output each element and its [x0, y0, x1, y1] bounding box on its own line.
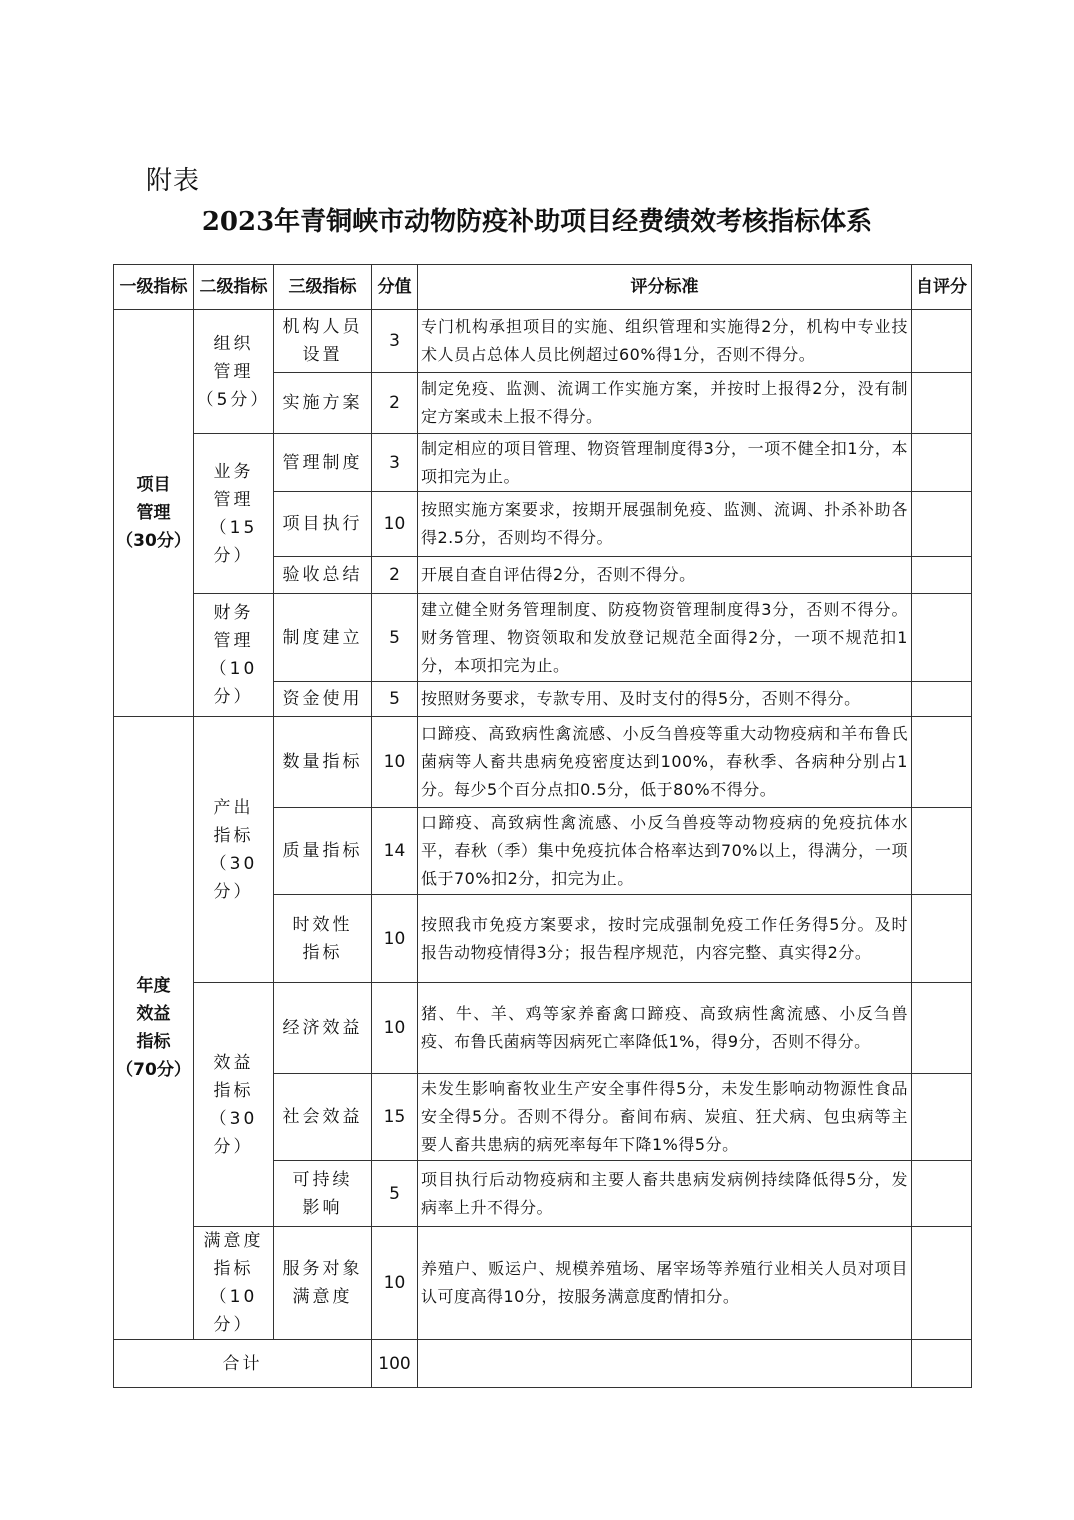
annex-label: 附表 [146, 166, 201, 196]
level3-cell: 项目执行 [274, 492, 372, 557]
criteria-cell: 制定相应的项目管理、物资管理制度得3分，一项不健全扣1分，本项扣完为止。 [418, 434, 912, 492]
criteria-cell: 建立健全财务管理制度、防疫物资管理制度得3分，否则不得分。财务管理、物资领取和发放登记规范全面得2分，一项不规范扣1分，本项扣完为止。 [418, 594, 912, 682]
level3-cell: 服务对象 满意度 [274, 1227, 372, 1340]
criteria-cell: 专门机构承担项目的实施、组织管理和实施得2分，机构中专业技术人员占总体人员比例超过60%得1分，否则不得分。 [418, 310, 912, 373]
self-score-cell [912, 983, 972, 1074]
level3-cell: 数量指标 [274, 717, 372, 808]
level3-cell: 机构人员 设置 [274, 310, 372, 373]
table-row [114, 1227, 972, 1340]
table-row [114, 717, 972, 808]
level3-cell: 可持续 影响 [274, 1161, 372, 1227]
header-level2: 二级指标 [194, 265, 274, 310]
table-row [114, 594, 972, 682]
level2-business: 业务 管理 （15分） [194, 434, 274, 594]
criteria-cell: 按照财务要求，专款专用、及时支付的得5分，否则不得分。 [418, 682, 912, 717]
table-row [114, 310, 972, 373]
self-score-cell [912, 557, 972, 594]
criteria-cell: 猪、牛、羊、鸡等家养畜禽口蹄疫、高致病性禽流感、小反刍兽疫、布鲁氏菌病等因病死亡率降低1%，得9分，否则不得分。 [418, 983, 912, 1074]
level3-cell: 经济效益 [274, 983, 372, 1074]
score-cell: 2 [372, 557, 418, 594]
level3-cell: 资金使用 [274, 682, 372, 717]
criteria-cell: 养殖户、贩运户、规模养殖场、屠宰场等养殖行业相关人员对项目认可度高得10分，按服务满意度酌情扣分。 [418, 1227, 912, 1340]
criteria-cell: 开展自查自评估得2分，否则不得分。 [418, 557, 912, 594]
level3-cell: 实施方案 [274, 373, 372, 434]
table-header-row [114, 265, 972, 310]
table-row [114, 983, 972, 1074]
header-criteria: 评分标准 [418, 265, 912, 310]
self-score-cell [912, 310, 972, 373]
criteria-cell: 按照实施方案要求，按期开展强制免疫、监测、流调、扑杀补助各得2.5分，否则均不得分。 [418, 492, 912, 557]
score-cell: 10 [372, 983, 418, 1074]
level2-benefit: 效益 指标 （30分） [194, 983, 274, 1227]
score-cell: 3 [372, 310, 418, 373]
table-total-row [114, 1340, 972, 1388]
table-row [114, 434, 972, 492]
score-cell: 5 [372, 682, 418, 717]
self-score-cell [912, 682, 972, 717]
criteria-cell: 口蹄疫、高致病性禽流感、小反刍兽疫等动物疫病的免疫抗体水平，春秋（季）集中免疫抗体合格率达到70%以上，得满分，一项低于70%扣2分，扣完为止。 [418, 808, 912, 895]
header-level1: 一级指标 [114, 265, 194, 310]
score-cell: 10 [372, 1227, 418, 1340]
self-score-cell [912, 895, 972, 983]
header-score: 分值 [372, 265, 418, 310]
score-cell: 2 [372, 373, 418, 434]
level3-cell: 时效性 指标 [274, 895, 372, 983]
score-cell: 10 [372, 895, 418, 983]
level2-output: 产出 指标 （30分） [194, 717, 274, 983]
total-criteria [418, 1340, 912, 1388]
self-score-cell [912, 594, 972, 682]
self-score-cell [912, 808, 972, 895]
criteria-cell: 按照我市免疫方案要求，按时完成强制免疫工作任务得5分。及时报告动物疫情得3分；报告程序规范，内容完整、真实得2分。 [418, 895, 912, 983]
criteria-cell: 口蹄疫、高致病性禽流感、小反刍兽疫等重大动物疫病和羊布鲁氏菌病等人畜共患病免疫密度达到100%，春秋季、各病种分别占1分。每少5个百分点扣0.5分，低于80%不得分。 [418, 717, 912, 808]
score-cell: 15 [372, 1074, 418, 1161]
level3-cell: 制度建立 [274, 594, 372, 682]
level1-annual-benefit: 年度 效益 指标 （70分） [114, 717, 194, 1340]
criteria-cell: 项目执行后动物疫病和主要人畜共患病发病例持续降低得5分，发病率上升不得分。 [418, 1161, 912, 1227]
header-self-score: 自评分 [912, 265, 972, 310]
self-score-cell [912, 717, 972, 808]
score-cell: 3 [372, 434, 418, 492]
level1-project-management: 项目 管理 （30分） [114, 310, 194, 717]
criteria-cell: 制定免疫、监测、流调工作实施方案，并按时上报得2分，没有制定方案或未上报不得分。 [418, 373, 912, 434]
level3-cell: 验收总结 [274, 557, 372, 594]
score-cell: 5 [372, 594, 418, 682]
total-self-score [912, 1340, 972, 1388]
level3-cell: 社会效益 [274, 1074, 372, 1161]
score-cell: 10 [372, 492, 418, 557]
total-label: 合计 [114, 1340, 372, 1388]
level2-satisfaction: 满意度 指标 （10分） [194, 1227, 274, 1340]
self-score-cell [912, 492, 972, 557]
document-title: 2023年青铜峡市动物防疫补助项目经费绩效考核指标体系 [201, 207, 873, 237]
self-score-cell [912, 434, 972, 492]
score-cell: 10 [372, 717, 418, 808]
self-score-cell [912, 373, 972, 434]
criteria-cell: 未发生影响畜牧业生产安全事件得5分，未发生影响动物源性食品安全得5分。否则不得分。畜间布病、炭疽、狂犬病、包虫病等主要人畜共患病的病死率每年下降1%得5分。 [418, 1074, 912, 1161]
indicator-table [113, 264, 972, 1388]
level2-finance: 财务 管理 （10分） [194, 594, 274, 717]
self-score-cell [912, 1227, 972, 1340]
level2-organization: 组织 管理 （5分） [194, 310, 274, 434]
level3-cell: 管理制度 [274, 434, 372, 492]
self-score-cell [912, 1074, 972, 1161]
total-score: 100 [372, 1340, 418, 1388]
score-cell: 5 [372, 1161, 418, 1227]
self-score-cell [912, 1161, 972, 1227]
header-level3: 三级指标 [274, 265, 372, 310]
level3-cell: 质量指标 [274, 808, 372, 895]
score-cell: 14 [372, 808, 418, 895]
